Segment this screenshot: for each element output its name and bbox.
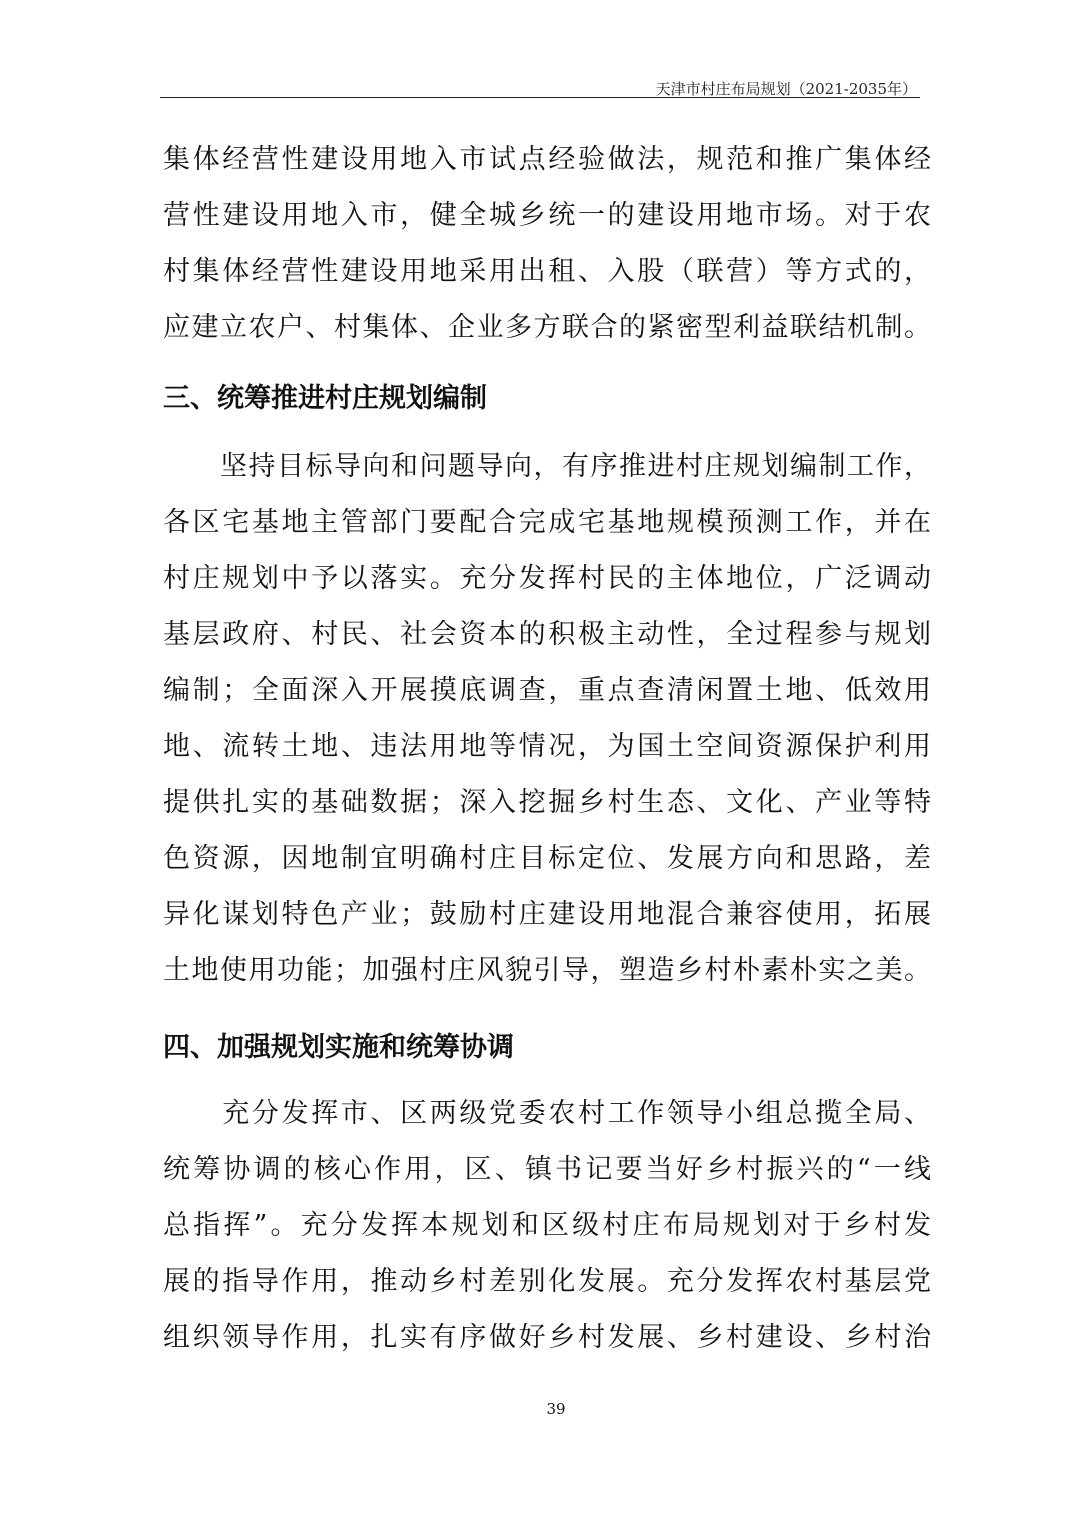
text-line: 各区宅基地主管部门要配合完成宅基地规模预测工作，并在 [163, 507, 931, 538]
page-number: 39 [546, 1400, 566, 1418]
text-line: 色资源，因地制宜明确村庄目标定位、发展方向和思路，差 [163, 843, 931, 874]
section-heading-4: 四、加强规划实施和统筹协调 [163, 1032, 514, 1063]
text-line: 土地使用功能；加强村庄风貌引导，塑造乡村朴素朴实之美。 [163, 955, 931, 986]
text-line: 组织领导作用，扎实有序做好乡村发展、乡村建设、乡村治 [163, 1322, 931, 1353]
section-heading-3: 三、统筹推进村庄规划编制 [163, 383, 487, 414]
text-line: 应建立农户、村集体、企业多方联合的紧密型利益联结机制。 [163, 312, 931, 343]
text-line: 充分发挥市、区两级党委农村工作领导小组总揽全局、 [163, 1098, 931, 1129]
text-line: 统筹协调的核心作用，区、镇书记要当好乡村振兴的“一线 [163, 1154, 931, 1185]
text-line: 编制；全面深入开展摸底调查，重点查清闲置土地、低效用 [163, 675, 931, 706]
text-line: 展的指导作用，推动乡村差别化发展。充分发挥农村基层党 [163, 1266, 931, 1297]
text-line: 异化谋划特色产业；鼓励村庄建设用地混合兼容使用，拓展 [163, 899, 931, 930]
text-line: 地、流转土地、违法用地等情况，为国土空间资源保护利用 [163, 731, 931, 762]
text-line: 集体经营性建设用地入市试点经验做法，规范和推广集体经 [163, 144, 931, 175]
text-line: 村集体经营性建设用地采用出租、入股（联营）等方式的， [163, 256, 931, 287]
text-line: 村庄规划中予以落实。充分发挥村民的主体地位，广泛调动 [163, 563, 931, 594]
text-line: 基层政府、村民、社会资本的积极主动性，全过程参与规划 [163, 619, 931, 650]
text-line: 提供扎实的基础数据；深入挖掘乡村生态、文化、产业等特 [163, 787, 931, 818]
header-divider [160, 97, 920, 98]
text-line: 坚持目标导向和问题导向，有序推进村庄规划编制工作， [163, 451, 931, 482]
text-line: 营性建设用地入市，健全城乡统一的建设用地市场。对于农 [163, 200, 931, 231]
running-header-title: 天津市村庄布局规划（2021-2035年） [655, 80, 917, 98]
text-line: 总指挥”。充分发挥本规划和区级村庄布局规划对于乡村发 [163, 1210, 931, 1241]
